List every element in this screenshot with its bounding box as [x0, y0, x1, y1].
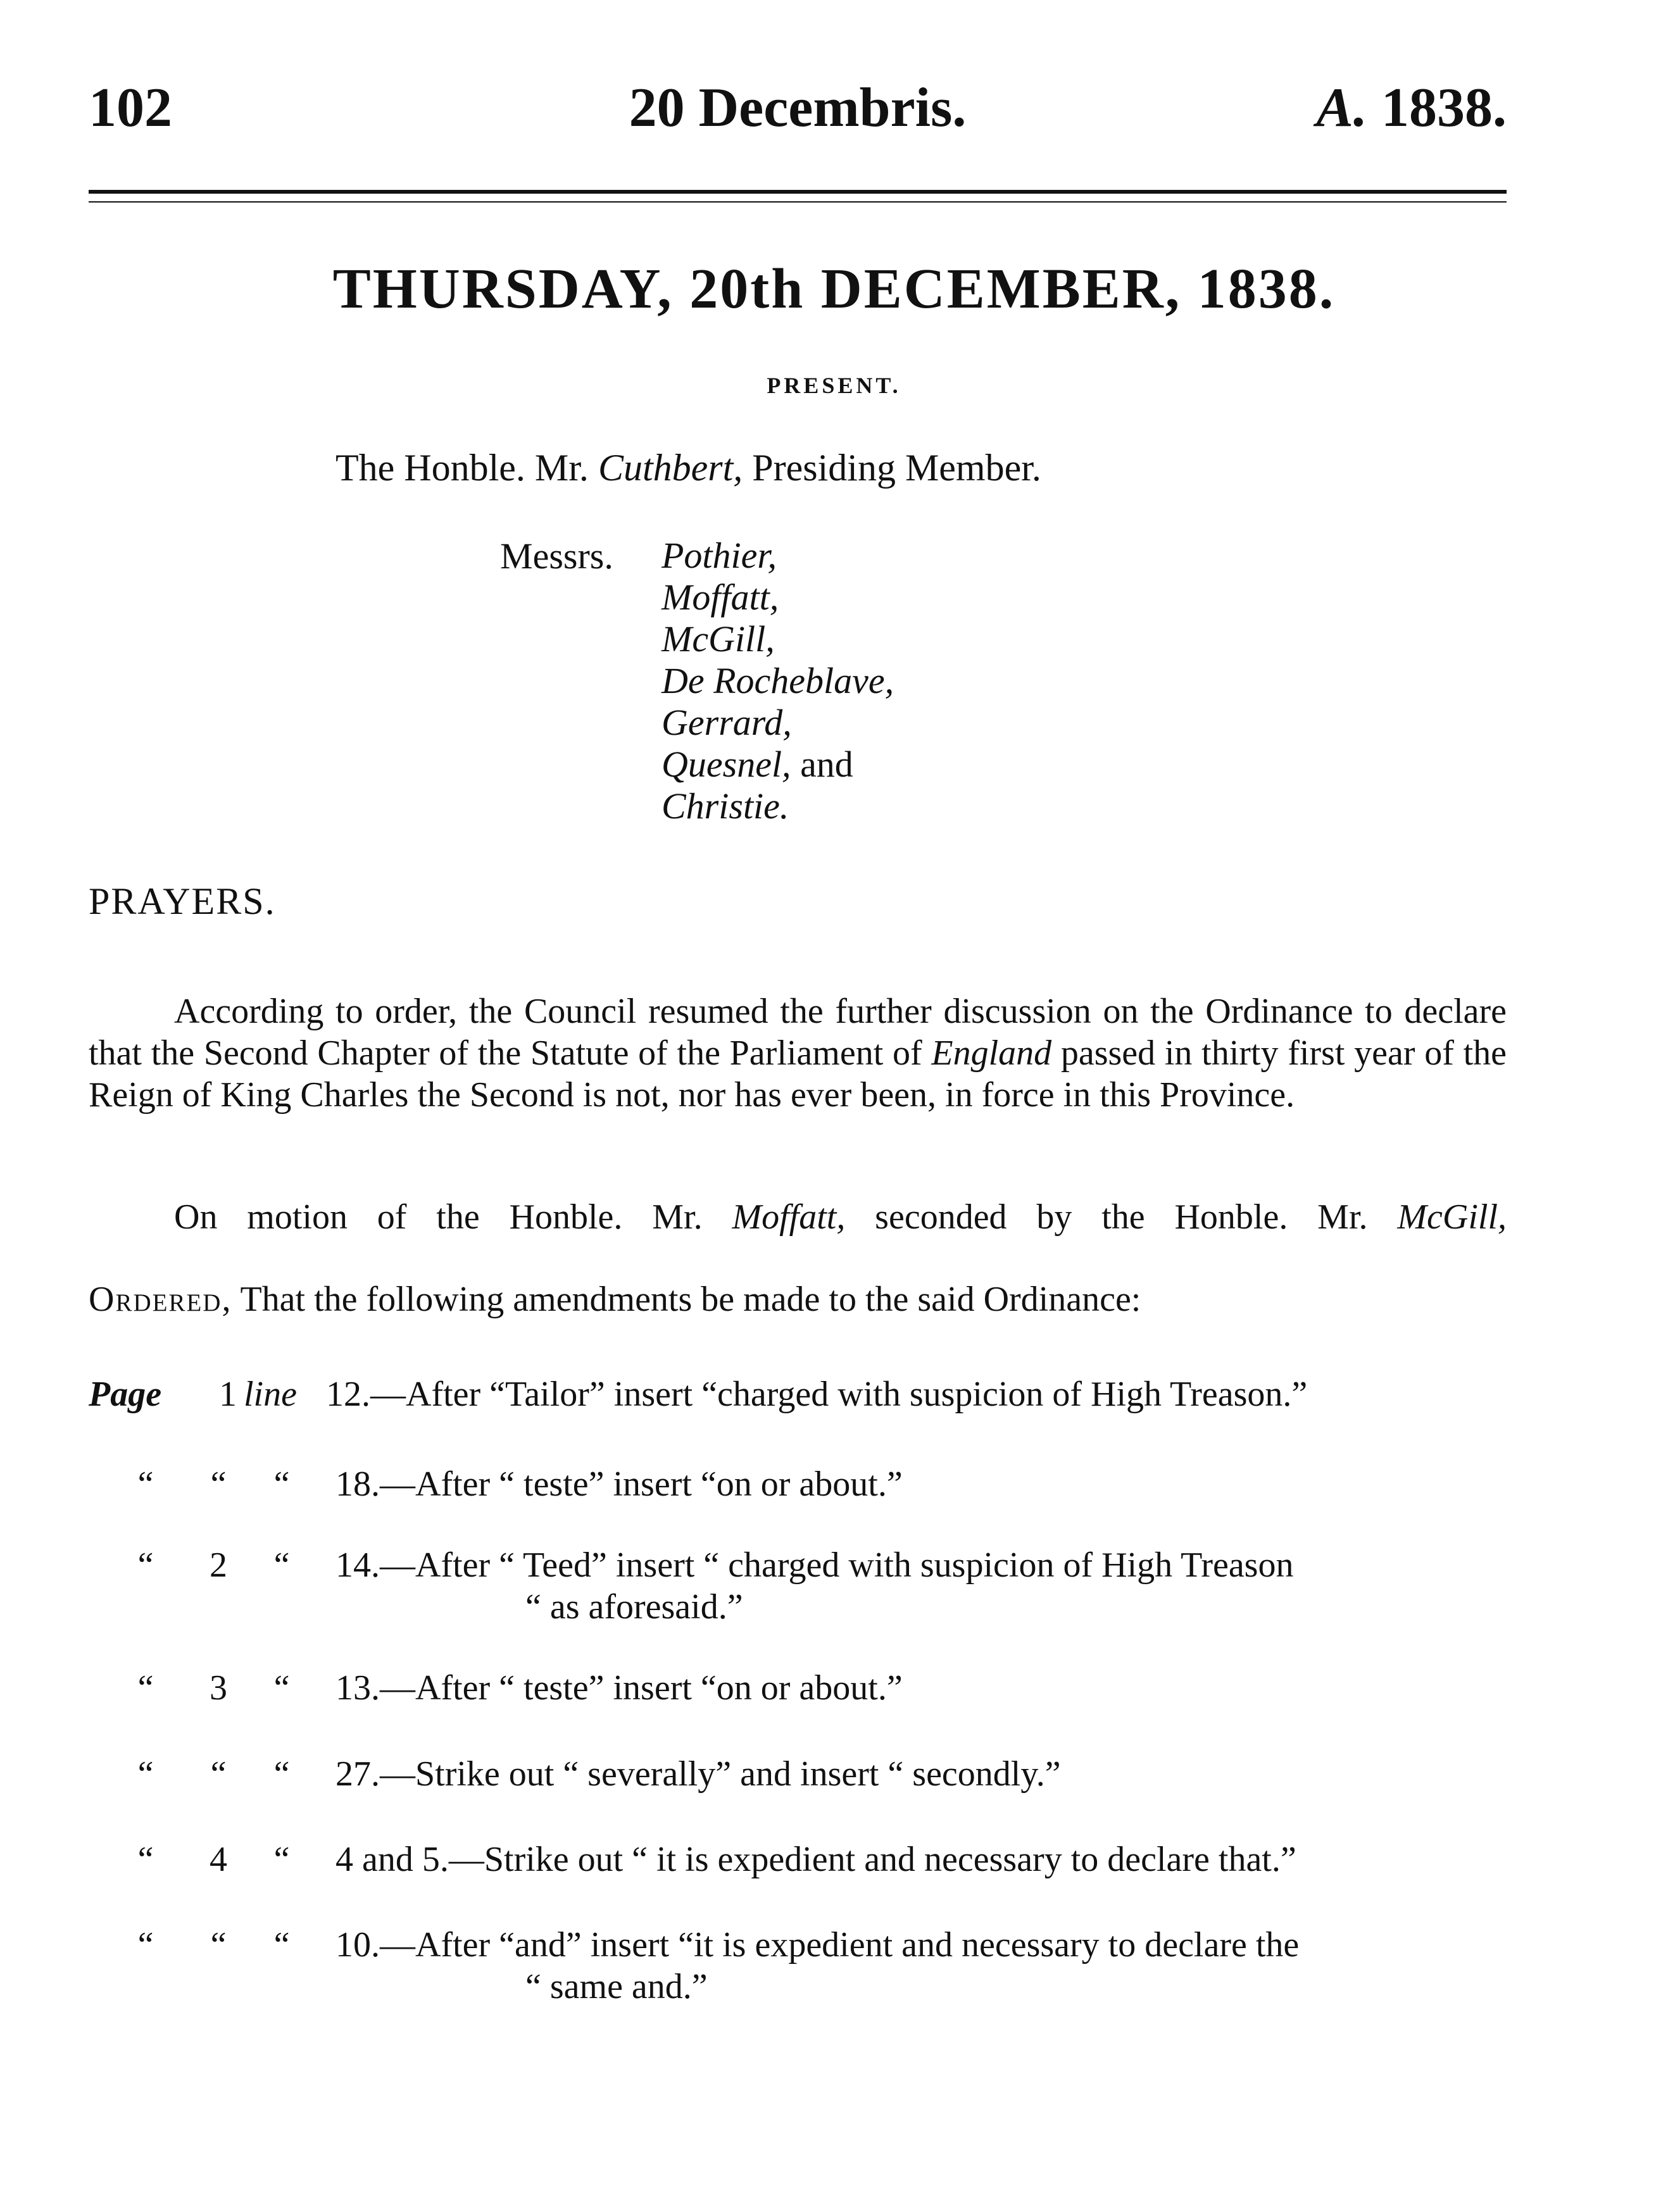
amendment-body: —After “and” insert “it is expedient and necessary to declare the [380, 1925, 1300, 1965]
member-name: McGill, [662, 618, 775, 659]
amendment-page: “ [210, 1465, 227, 1504]
presiding-member-line [335, 446, 1041, 490]
amendment-page: “ [210, 1754, 227, 1794]
amendment-text [335, 1753, 1507, 1795]
amendment-body: —Strike out “ severally” and insert “ secondly.” [380, 1754, 1061, 1794]
amendment-body: —After “ teste” insert “on or about.” [380, 1465, 903, 1504]
member-name: Quesnel, [662, 744, 791, 785]
prayers-heading: PRAYERS. [89, 880, 276, 922]
paragraph-text: passed in thirty first year of the Reign of King Charles the Second is not, nor has ever been, in force in this Province. [89, 1034, 1507, 1115]
amendment-text [335, 1463, 1507, 1505]
ditto-mark: “ [273, 1925, 290, 1965]
amendment-line: 27. [335, 1754, 380, 1794]
amendment-text [335, 1667, 1507, 1709]
amendment-line: 13. [335, 1668, 380, 1708]
page-label: Page [89, 1375, 162, 1414]
presiding-name: Cuthbert, [598, 447, 743, 489]
present-heading: PRESENT. [767, 373, 901, 398]
amendment-text [335, 1839, 1507, 1880]
amendment-line: 12. [326, 1375, 370, 1414]
amendment-body: —Strike out “ it is expedient and necessary to declare that.” [448, 1840, 1296, 1879]
ditto-mark: “ [137, 1546, 154, 1585]
ditto-mark: “ [137, 1668, 154, 1708]
year-prefix: A. [1316, 77, 1367, 139]
ditto-mark: “ [273, 1668, 290, 1708]
running-head [89, 76, 1507, 146]
member-name: Christie. [662, 785, 789, 827]
member-name: Pothier, [662, 535, 777, 576]
ditto-mark: “ [273, 1754, 290, 1794]
ordered-lead: Ordered, [89, 1280, 232, 1319]
page-number: 102 [89, 77, 172, 139]
amendment-line: 14. [335, 1546, 380, 1585]
motion-paragraph [89, 1196, 1507, 1238]
messrs-label: Messrs. [500, 535, 613, 577]
amendment-page: “ [210, 1925, 227, 1965]
member-name: Moffatt, [662, 577, 779, 618]
ditto-mark: “ [273, 1465, 290, 1504]
presiding-role: Presiding Member. [752, 447, 1041, 489]
ordered-text: That the following amendments be made to the said Ordinance: [232, 1280, 1141, 1319]
ditto-mark: “ [273, 1546, 290, 1585]
header-rule-thin [89, 201, 1507, 203]
seconder-name: McGill, [1397, 1197, 1507, 1237]
amendment-line: 18. [335, 1465, 380, 1504]
amendment-continuation: “ as aforesaid.” [525, 1587, 743, 1627]
running-head-date: 20 Decembris. [629, 77, 967, 139]
line-label: line [244, 1375, 297, 1414]
amendment-text [335, 1544, 1507, 1628]
amendment-continuation: “ same and.” [525, 1967, 708, 2006]
member-name: Gerrard, [662, 702, 792, 743]
amendment-body: —After “ Teed” insert “ charged with suspicion of High Treason [380, 1546, 1294, 1585]
paragraph-text: According to order, the Council resumed the further discussion on the Ordinance to declare that the Second Chapter of the Statute of the Parliament of [89, 992, 1507, 1073]
ordered-paragraph [89, 1278, 1507, 1320]
motion-text: seconded by the Honble. Mr. [845, 1197, 1398, 1237]
resumption-paragraph [89, 990, 1507, 1116]
motion-text: On motion of the Honble. Mr. [174, 1197, 732, 1237]
amendment-page: 1 [219, 1375, 237, 1414]
member-name-with-and [662, 744, 894, 785]
amendment-page: 4 [210, 1840, 227, 1879]
paragraph-italic: England [931, 1034, 1052, 1073]
and-word: and [800, 744, 853, 785]
year-value: 1838. [1381, 77, 1507, 139]
amendment-line: 4 and 5. [335, 1840, 449, 1879]
ditto-mark: “ [137, 1925, 154, 1965]
amendment-page: 2 [210, 1546, 227, 1585]
ditto-mark: “ [137, 1754, 154, 1794]
amendment-body: —After “ teste” insert “on or about.” [380, 1668, 903, 1708]
page-title: THURSDAY, 20th DECEMBER, 1838. [332, 258, 1336, 320]
running-head-year [1316, 76, 1507, 140]
amendment-body: —After “Tailor” insert “charged with suspicion of High Treason.” [370, 1375, 1308, 1414]
presiding-prefix: The Honble. Mr. [335, 447, 589, 489]
mover-name: Moffatt, [732, 1197, 846, 1237]
ditto-mark: “ [137, 1840, 154, 1879]
amendment-line: 10. [335, 1925, 380, 1965]
amendment-page: 3 [210, 1668, 227, 1708]
members-list [662, 535, 894, 827]
ditto-mark: “ [137, 1465, 154, 1504]
amendment-text [326, 1373, 1507, 1415]
ditto-mark: “ [273, 1840, 290, 1879]
member-name: De Rocheblave, [662, 660, 894, 701]
amendment-text [335, 1924, 1507, 2008]
header-rule-thick [89, 190, 1507, 194]
